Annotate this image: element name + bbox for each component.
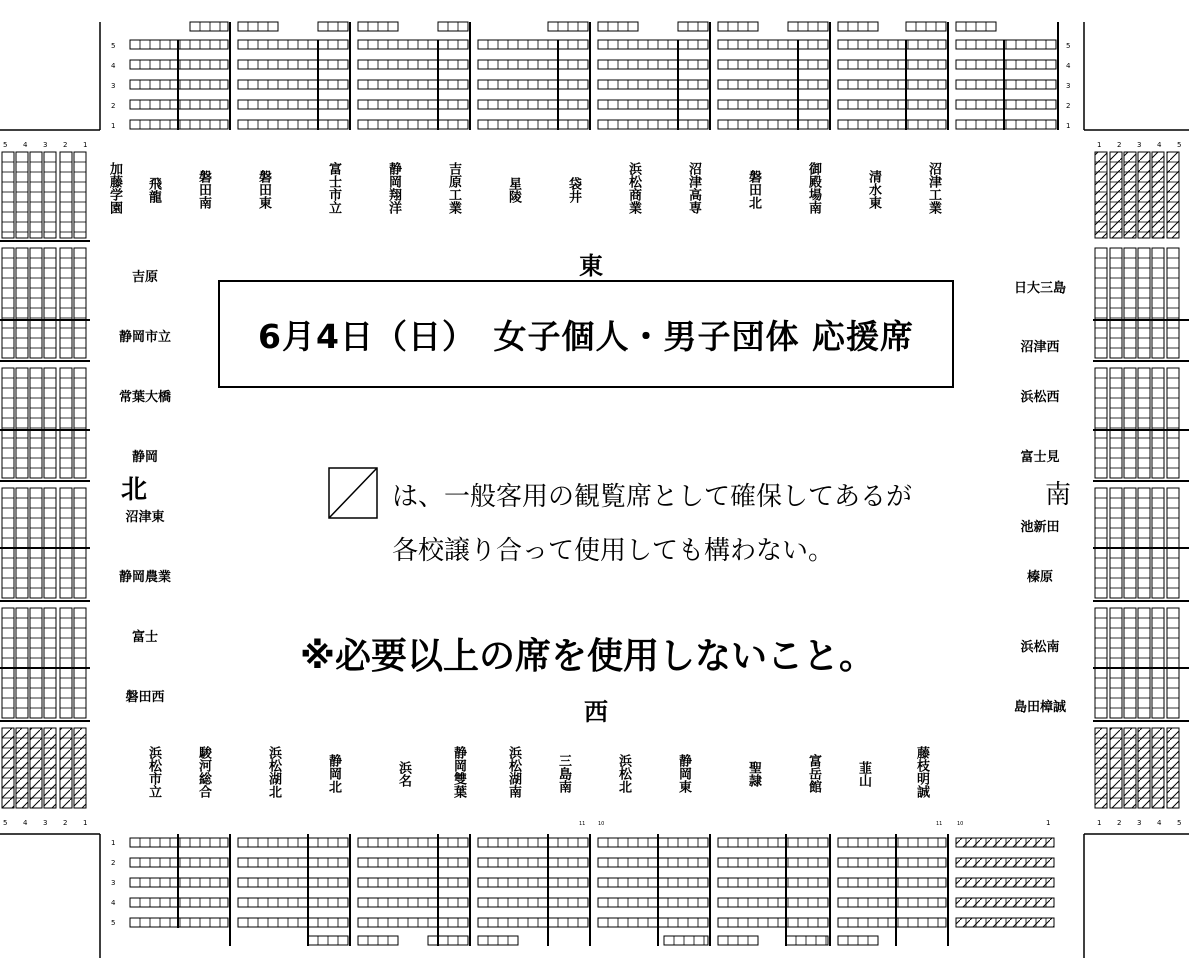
seat-block-south bbox=[1124, 488, 1136, 598]
school-label: 加藤学園 bbox=[107, 162, 122, 214]
seat-block-east bbox=[238, 120, 348, 129]
school-label: 沼津西 bbox=[1020, 340, 1060, 355]
school-label: 富岳館 bbox=[806, 753, 821, 793]
row-number: 5 bbox=[3, 141, 8, 149]
seat-block-south bbox=[1167, 368, 1179, 478]
seat-block-south-general bbox=[1138, 152, 1150, 238]
school-label: 袋井 bbox=[566, 177, 581, 203]
row-number: 2 bbox=[63, 819, 68, 827]
seat-block-east bbox=[190, 22, 228, 31]
seat-block-south-general bbox=[1167, 152, 1179, 238]
seat-block-south bbox=[1110, 248, 1122, 358]
seat-block-west bbox=[598, 898, 708, 907]
seat-block-south bbox=[1124, 248, 1136, 358]
school-label: 星陵 bbox=[506, 177, 521, 203]
seat-block-south bbox=[1124, 368, 1136, 478]
row-number: 3 bbox=[43, 141, 48, 149]
school-label: 藤枝明誠 bbox=[914, 746, 929, 798]
seat-block-west bbox=[718, 898, 828, 907]
row-number: 2 bbox=[111, 859, 116, 867]
row-number: 4 bbox=[111, 899, 116, 907]
school-label: 三島南 bbox=[556, 753, 571, 793]
row-number: 4 bbox=[1157, 141, 1162, 149]
seat-block-west-general bbox=[956, 898, 1054, 907]
seat-block-east bbox=[678, 22, 708, 31]
seat-block-north bbox=[74, 152, 86, 238]
row-number: 10 bbox=[957, 821, 964, 827]
page-title: 6月4日（日） 女子個人・男子団体 応援席 bbox=[218, 280, 954, 388]
seat-block-north bbox=[16, 368, 28, 478]
seat-block-east bbox=[838, 40, 946, 49]
seat-block-north bbox=[30, 488, 42, 598]
row-number: 4 bbox=[23, 819, 28, 827]
school-label: 浜松西 bbox=[1020, 390, 1060, 405]
school-label: 磐田西 bbox=[125, 690, 165, 705]
seat-block-east bbox=[718, 60, 828, 69]
seat-block-east bbox=[718, 40, 828, 49]
seat-block-east bbox=[478, 100, 588, 109]
seat-block-east bbox=[358, 40, 468, 49]
seat-block-north bbox=[30, 248, 42, 358]
seat-block-east bbox=[838, 60, 946, 69]
school-label: 榛原 bbox=[1027, 570, 1054, 585]
seat-block-east bbox=[598, 120, 708, 129]
direction-west: 西 bbox=[584, 698, 608, 726]
row-number: 2 bbox=[111, 102, 116, 110]
seat-block-west bbox=[838, 858, 946, 867]
seat-block-east bbox=[838, 80, 946, 89]
seat-block-south bbox=[1110, 488, 1122, 598]
seat-block-east bbox=[478, 80, 588, 89]
school-label: 静岡翔洋 bbox=[386, 162, 401, 214]
seat-block-south bbox=[1110, 608, 1122, 718]
seat-block-east bbox=[238, 100, 348, 109]
school-label: 富士見 bbox=[1020, 450, 1060, 465]
school-label: 駿河総合 bbox=[196, 746, 211, 798]
row-number: 4 bbox=[111, 62, 116, 70]
seat-block-north bbox=[16, 152, 28, 238]
seat-block-west bbox=[598, 858, 708, 867]
seat-block-west bbox=[358, 918, 468, 927]
school-label: 常葉大橋 bbox=[119, 390, 172, 405]
seat-block-south-general bbox=[1152, 152, 1164, 238]
row-number: 11 bbox=[579, 821, 586, 827]
seat-block-east bbox=[358, 120, 468, 129]
seat-block-south bbox=[1138, 368, 1150, 478]
school-label: 御殿場南 bbox=[806, 162, 821, 214]
seat-block-south bbox=[1124, 608, 1136, 718]
school-label: 静岡 bbox=[132, 450, 159, 465]
school-label: 静岡農業 bbox=[119, 570, 172, 585]
row-number: 5 bbox=[111, 919, 116, 927]
seat-block-west bbox=[478, 898, 588, 907]
seat-block-west bbox=[718, 838, 828, 847]
seat-block-west bbox=[838, 898, 946, 907]
seat-block-north bbox=[44, 368, 56, 478]
school-label: 静岡雙葉 bbox=[451, 746, 466, 798]
school-label: 吉原工業 bbox=[446, 162, 461, 214]
seat-block-west bbox=[478, 878, 588, 887]
seat-block-south bbox=[1110, 368, 1122, 478]
seat-block-west bbox=[358, 878, 468, 887]
school-label: 浜松商業 bbox=[626, 162, 641, 214]
row-number: 1 bbox=[83, 141, 88, 149]
school-label: 池新田 bbox=[1020, 520, 1060, 535]
seat-block-south-general bbox=[1124, 152, 1136, 238]
seat-block-east bbox=[478, 60, 588, 69]
seat-block-east bbox=[598, 100, 708, 109]
seat-block-west bbox=[598, 838, 708, 847]
row-number: 5 bbox=[1177, 819, 1182, 827]
row-number: 11 bbox=[936, 821, 943, 827]
seat-block-north bbox=[74, 488, 86, 598]
legend-text-line1: は、一般客用の観覧席として確保してあるが bbox=[392, 482, 913, 512]
row-number: 5 bbox=[3, 819, 8, 827]
seat-block-north bbox=[44, 152, 56, 238]
seat-block-west-general bbox=[956, 838, 1054, 847]
seat-block-east bbox=[598, 80, 708, 89]
seat-block-south bbox=[1167, 608, 1179, 718]
school-label: 吉原 bbox=[132, 270, 159, 285]
row-number: 1 bbox=[1097, 819, 1102, 827]
row-number: 5 bbox=[111, 42, 116, 50]
seat-block-north bbox=[30, 608, 42, 718]
seat-block-west-general bbox=[956, 858, 1054, 867]
seat-block-south bbox=[1152, 248, 1164, 358]
row-number: 2 bbox=[1066, 102, 1071, 110]
row-number: 3 bbox=[1066, 82, 1071, 90]
row-number: 1 bbox=[1097, 141, 1102, 149]
seat-block-south-general bbox=[1095, 152, 1107, 238]
school-label: 静岡市立 bbox=[119, 330, 172, 345]
seat-block-west bbox=[838, 918, 946, 927]
seat-block-north bbox=[2, 368, 14, 478]
row-number: 4 bbox=[1157, 819, 1162, 827]
seat-block-north bbox=[44, 608, 56, 718]
seat-block-south-general bbox=[1110, 152, 1122, 238]
seat-block-west bbox=[238, 838, 348, 847]
seat-block-west bbox=[718, 858, 828, 867]
seat-block-north bbox=[44, 488, 56, 598]
row-number: 4 bbox=[1066, 62, 1071, 70]
row-number: 5 bbox=[1177, 141, 1182, 149]
seat-block-west bbox=[238, 878, 348, 887]
school-label: 静岡北 bbox=[326, 753, 341, 793]
seat-block-west bbox=[478, 838, 588, 847]
seat-block-west bbox=[838, 878, 946, 887]
row-number: 2 bbox=[1117, 141, 1122, 149]
seat-block-south bbox=[1095, 488, 1107, 598]
seat-block-south bbox=[1167, 488, 1179, 598]
school-label: 富士市立 bbox=[326, 162, 341, 214]
school-label: 浜松市立 bbox=[146, 746, 161, 798]
seat-block-north bbox=[44, 248, 56, 358]
direction-south: 南 bbox=[1045, 480, 1072, 510]
seat-block-west bbox=[478, 858, 588, 867]
seat-block-east bbox=[838, 120, 946, 129]
seat-block-north bbox=[2, 608, 14, 718]
school-label: 清水東 bbox=[866, 169, 881, 209]
seat-block-east bbox=[318, 22, 348, 31]
seat-block-east bbox=[478, 120, 588, 129]
seat-block-west bbox=[238, 918, 348, 927]
school-label: 韮山 bbox=[856, 761, 871, 787]
school-label: 島田樟誠 bbox=[1014, 700, 1067, 715]
school-label: 富士 bbox=[132, 630, 159, 645]
seat-block-east bbox=[358, 100, 468, 109]
seat-block-west bbox=[786, 936, 828, 945]
school-label: 磐田北 bbox=[746, 169, 761, 209]
seat-block-east bbox=[358, 80, 468, 89]
seat-block-north bbox=[60, 152, 72, 238]
seat-block-north bbox=[30, 368, 42, 478]
seat-block-south bbox=[1152, 368, 1164, 478]
school-label: 浜松南 bbox=[1020, 640, 1060, 655]
school-label: 磐田東 bbox=[256, 169, 271, 209]
row-number: 1 bbox=[111, 839, 116, 847]
school-label: 日大三島 bbox=[1014, 281, 1067, 296]
row-number: 1 bbox=[111, 122, 116, 130]
seat-block-north bbox=[16, 488, 28, 598]
seat-block-west bbox=[598, 878, 708, 887]
seat-block-west bbox=[358, 898, 468, 907]
seat-block-west bbox=[358, 858, 468, 867]
row-number: 10 bbox=[598, 821, 605, 827]
seat-block-north bbox=[16, 608, 28, 718]
seat-block-east bbox=[238, 40, 348, 49]
seat-block-east bbox=[358, 60, 468, 69]
row-number: 3 bbox=[111, 879, 116, 887]
seat-block-east bbox=[238, 80, 348, 89]
seat-block-west bbox=[664, 936, 708, 945]
seat-block-east bbox=[438, 22, 468, 31]
seat-block-east bbox=[238, 60, 348, 69]
seat-block-east bbox=[718, 100, 828, 109]
school-label: 磐田南 bbox=[196, 169, 211, 209]
row-number: 1 bbox=[1046, 819, 1051, 827]
seat-block-north bbox=[2, 152, 14, 238]
seat-block-south bbox=[1095, 248, 1107, 358]
seat-block-west bbox=[718, 918, 828, 927]
school-label: 沼津高専 bbox=[686, 162, 701, 214]
seat-block-west bbox=[238, 858, 348, 867]
seat-block-west-general bbox=[956, 878, 1054, 887]
row-number: 3 bbox=[1137, 141, 1142, 149]
seat-block-north bbox=[2, 248, 14, 358]
seat-block-west bbox=[598, 918, 708, 927]
seat-block-west bbox=[478, 918, 588, 927]
seat-block-south bbox=[1167, 248, 1179, 358]
seat-block-north bbox=[74, 248, 86, 358]
seat-block-north bbox=[60, 488, 72, 598]
seat-block-north bbox=[60, 368, 72, 478]
seat-block-west bbox=[718, 878, 828, 887]
row-number: 3 bbox=[43, 819, 48, 827]
row-number: 1 bbox=[1066, 122, 1071, 130]
school-label: 浜松湖南 bbox=[506, 746, 521, 798]
legend-text-line2: 各校譲り合って使用しても構わない。 bbox=[392, 536, 835, 566]
school-label: 沼津工業 bbox=[926, 162, 941, 214]
seat-block-north bbox=[16, 248, 28, 358]
seat-block-north bbox=[30, 152, 42, 238]
seat-block-south bbox=[1095, 368, 1107, 478]
seat-block-east bbox=[598, 60, 708, 69]
seat-block-west bbox=[238, 898, 348, 907]
seat-block-south bbox=[1138, 488, 1150, 598]
seat-block-west-general bbox=[956, 918, 1054, 927]
row-number: 2 bbox=[63, 141, 68, 149]
seat-block-north bbox=[60, 608, 72, 718]
row-number: 5 bbox=[1066, 42, 1071, 50]
seat-block-east bbox=[718, 80, 828, 89]
seat-block-south bbox=[1152, 608, 1164, 718]
school-label: 静岡東 bbox=[676, 753, 691, 793]
seat-block-north bbox=[2, 488, 14, 598]
seat-block-north bbox=[74, 608, 86, 718]
row-number: 3 bbox=[111, 82, 116, 90]
school-label: 浜名 bbox=[396, 761, 411, 787]
seat-block-north bbox=[74, 368, 86, 478]
hatched-seat-icon bbox=[328, 467, 378, 519]
seat-block-east bbox=[718, 120, 828, 129]
school-label: 浜松湖北 bbox=[266, 746, 281, 798]
seat-block-west bbox=[838, 838, 946, 847]
school-label: 沼津東 bbox=[125, 510, 165, 525]
direction-north: 北 bbox=[121, 475, 148, 505]
school-label: 聖隷 bbox=[746, 761, 761, 787]
row-number: 2 bbox=[1117, 819, 1122, 827]
warning-text: ※必要以上の席を使用しないこと。 bbox=[300, 636, 875, 677]
seat-block-west bbox=[358, 838, 468, 847]
seat-block-south bbox=[1152, 488, 1164, 598]
seat-block-south bbox=[1138, 608, 1150, 718]
row-number: 4 bbox=[23, 141, 28, 149]
school-label: 飛龍 bbox=[146, 177, 161, 203]
row-number: 1 bbox=[83, 819, 88, 827]
direction-east: 東 bbox=[579, 252, 603, 280]
seat-block-south bbox=[1138, 248, 1150, 358]
seat-block-east bbox=[838, 100, 946, 109]
seat-block-south bbox=[1095, 608, 1107, 718]
seat-block-north bbox=[60, 248, 72, 358]
row-number: 3 bbox=[1137, 819, 1142, 827]
school-label: 浜松北 bbox=[616, 753, 631, 793]
seat-block-east bbox=[598, 40, 708, 49]
seat-block-east bbox=[478, 40, 588, 49]
